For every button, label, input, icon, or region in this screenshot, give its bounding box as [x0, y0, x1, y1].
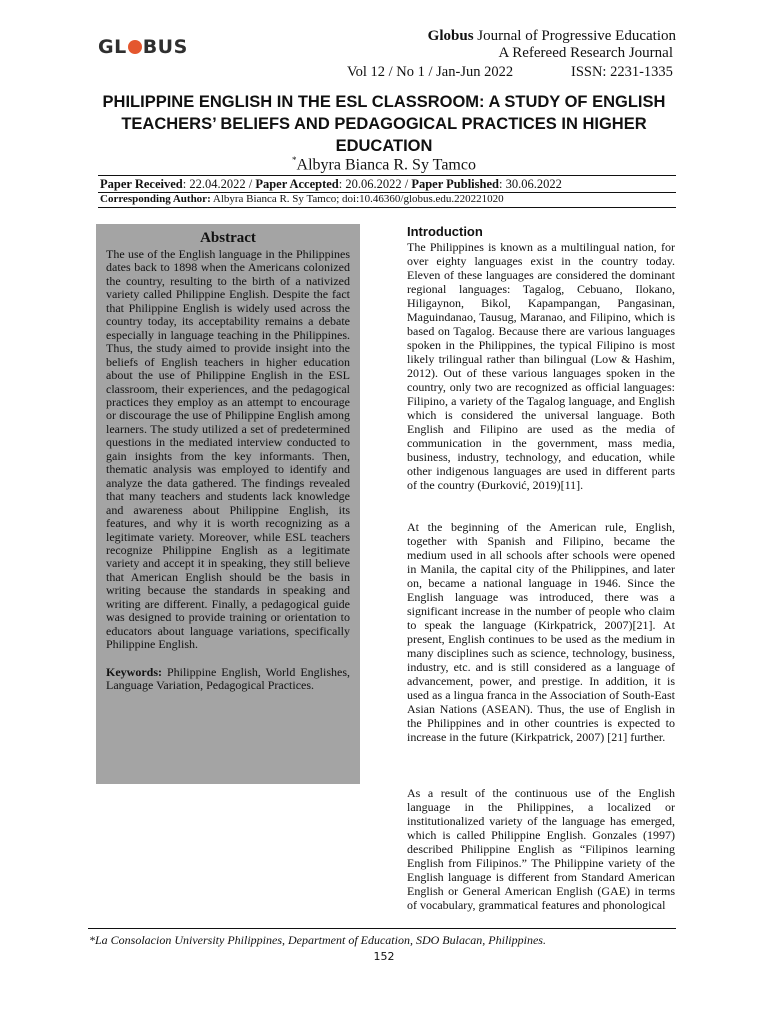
accepted-label: Paper Accepted [255, 177, 339, 191]
abstract-box [96, 224, 360, 784]
journal-name [428, 28, 676, 45]
corresponding-label: Corresponding Author: [100, 193, 211, 205]
logo-text-prefix: GL [98, 36, 127, 58]
volume-info: Vol 12 / No 1 / Jan-Jun 2022 [347, 64, 514, 80]
globus-logo [98, 36, 188, 58]
received-date: : 22.04.2022 / [182, 177, 256, 191]
logo-text-suffix: BUS [142, 36, 188, 58]
abstract-title: Abstract [200, 230, 256, 246]
paper-dates [100, 177, 562, 192]
journal-name-bold: Globus [427, 28, 474, 44]
keywords-label: Keywords: [106, 664, 162, 679]
corresponding-info: Albyra Bianca R. Sy Tamco; doi:10.46360/globus.edu.220221020 [210, 193, 504, 205]
abstract-text: The use of the English language in the Philippines dates back to 1898 when the Americans colonized the country, resulting to the birth of a nativized variety called Philippine English. Despite the fact that Philippine English is widely used across the country today, its acceptability remains a debate especially in language teaching in the Philippines. Thus, the study aimed to provide insight into the beliefs of English teachers in higher education about the use of Philippine English in the ESL classroom, their experiences, and the pedagogical practices they employ as an attempt to encourage or discourage the use of Philippine English among learners. The study utilized a set of predetermined questions in the mediated interview conducted to gain insights from the key informants. Then, thematic analysis was employed to identify and analyze the data gathered. The findings revealed that many teachers and students lack knowledge and awareness about Philippine English, its features, and why it is worth recognizing as a legitimate variety. Moreover, while ESL teachers recognize Philippine English as a legitimate variety and accept it in speaking, they still believe that American English should be the basis in writing because the standards in speaking and writing are different. Finally, a pedagogical guide was designed to provide training or orientation to educators about language variations, specifically Philippine English. [106, 247, 350, 652]
received-label: Paper Received [100, 177, 183, 191]
journal-refereed: A Refereed Research Journal [498, 45, 673, 61]
corresponding-author [100, 193, 504, 205]
logo-o-circle-icon [128, 40, 142, 54]
footer-rule [88, 928, 676, 929]
affiliation-footnote: *La Consolacion University Philippines, Department of Education, SDO Bulacan, Philippines. [89, 933, 546, 947]
intro-paragraph-2: At the beginning of the American rule, English, together with Spanish and Filipino, became the medium used in all schools after schools were opened in Manila, the capital city of the Philippines, and later on, became a national language in 1946. Since the English language was introduced, there was a significant increase in the number of people who claim to speak the language (Kirkpatrick, 2007)[21]. At present, English continues to be used as the medium in many disciplines such as science, technology, business, industry, etc. and is still considered as a language of advancement, power, and prestige. In addition, it is used as a lingua franca in the Association of South-East Asian Nations (ASEAN). Thus, the use of English in the Philippines and in other countries is expected to increase in the future (Kirkpatrick, 2007) [21] further. [407, 520, 675, 744]
intro-paragraph-3: As a result of the continuous use of the English language in the Philippines, a localized or institutionalized variety of the language has emerged, which is called Philippine English. Gonzales (1997) described Philippine English as “Filipinos learning English from Filipinos.” The Philippine variety of the English language is different from Standard American English or General American English (GAE) in terms of vocabulary, grammatical features and phonological [407, 786, 675, 912]
volume-line [347, 64, 673, 81]
author-mark: * [292, 155, 297, 165]
paper-title: PHILIPPINE ENGLISH IN THE ESL CLASSROOM: A STUDY OF ENGLISH TEACHERS’ BELIEFS AND PEDAGOGICAL PRACTICES IN HIGHER EDUCATION [102, 93, 666, 155]
page-number: 152 [373, 950, 395, 963]
keywords [106, 666, 350, 693]
issn-info: ISSN: 2231-1335 [571, 64, 673, 80]
author-name: Albyra Bianca R. Sy Tamco [296, 156, 476, 174]
journal-name-rest: Journal of Progressive Education [473, 28, 676, 44]
author-line [0, 155, 768, 174]
accepted-date: : 20.06.2022 / [338, 177, 412, 191]
meta-rule-top [98, 175, 676, 176]
published-label: Paper Published [411, 177, 499, 191]
meta-rule-bottom [98, 207, 676, 208]
keywords-text: Philippine English, World Englishes, Language Variation, Pedagogical Practices. [106, 664, 350, 693]
published-date: : 30.06.2022 [498, 177, 562, 191]
journal-info [428, 28, 676, 62]
introduction-heading: Introduction [407, 224, 483, 239]
intro-paragraph-1: The Philippines is known as a multilingual nation, for over eighty languages exist in the country today. Eleven of these languages are considered the dominant regional languages: Tagalog, Cebuano, Ilokano, Hiligaynon, Bikol, Kapampangan, Pangasinan, Maguindanao, Tausug, Maranao, and Filipino, which is based on Tagalog. Because there are various languages spoken in the Philippines, the typical Filipino is most likely trilingual rather than bilingual (Low & Hashim, 2012). Out of these various languages spoken in the country, only two are recognized as official languages: Filipino, a variety of the Tagalog language, and English which is considered the universal language. Both English and Filipino are used as the media of communication in the government, mass media, business, industry, technology, and education, while other indigenous languages are used in different parts of the country (Đurković, 2019)[11]. [407, 240, 675, 492]
